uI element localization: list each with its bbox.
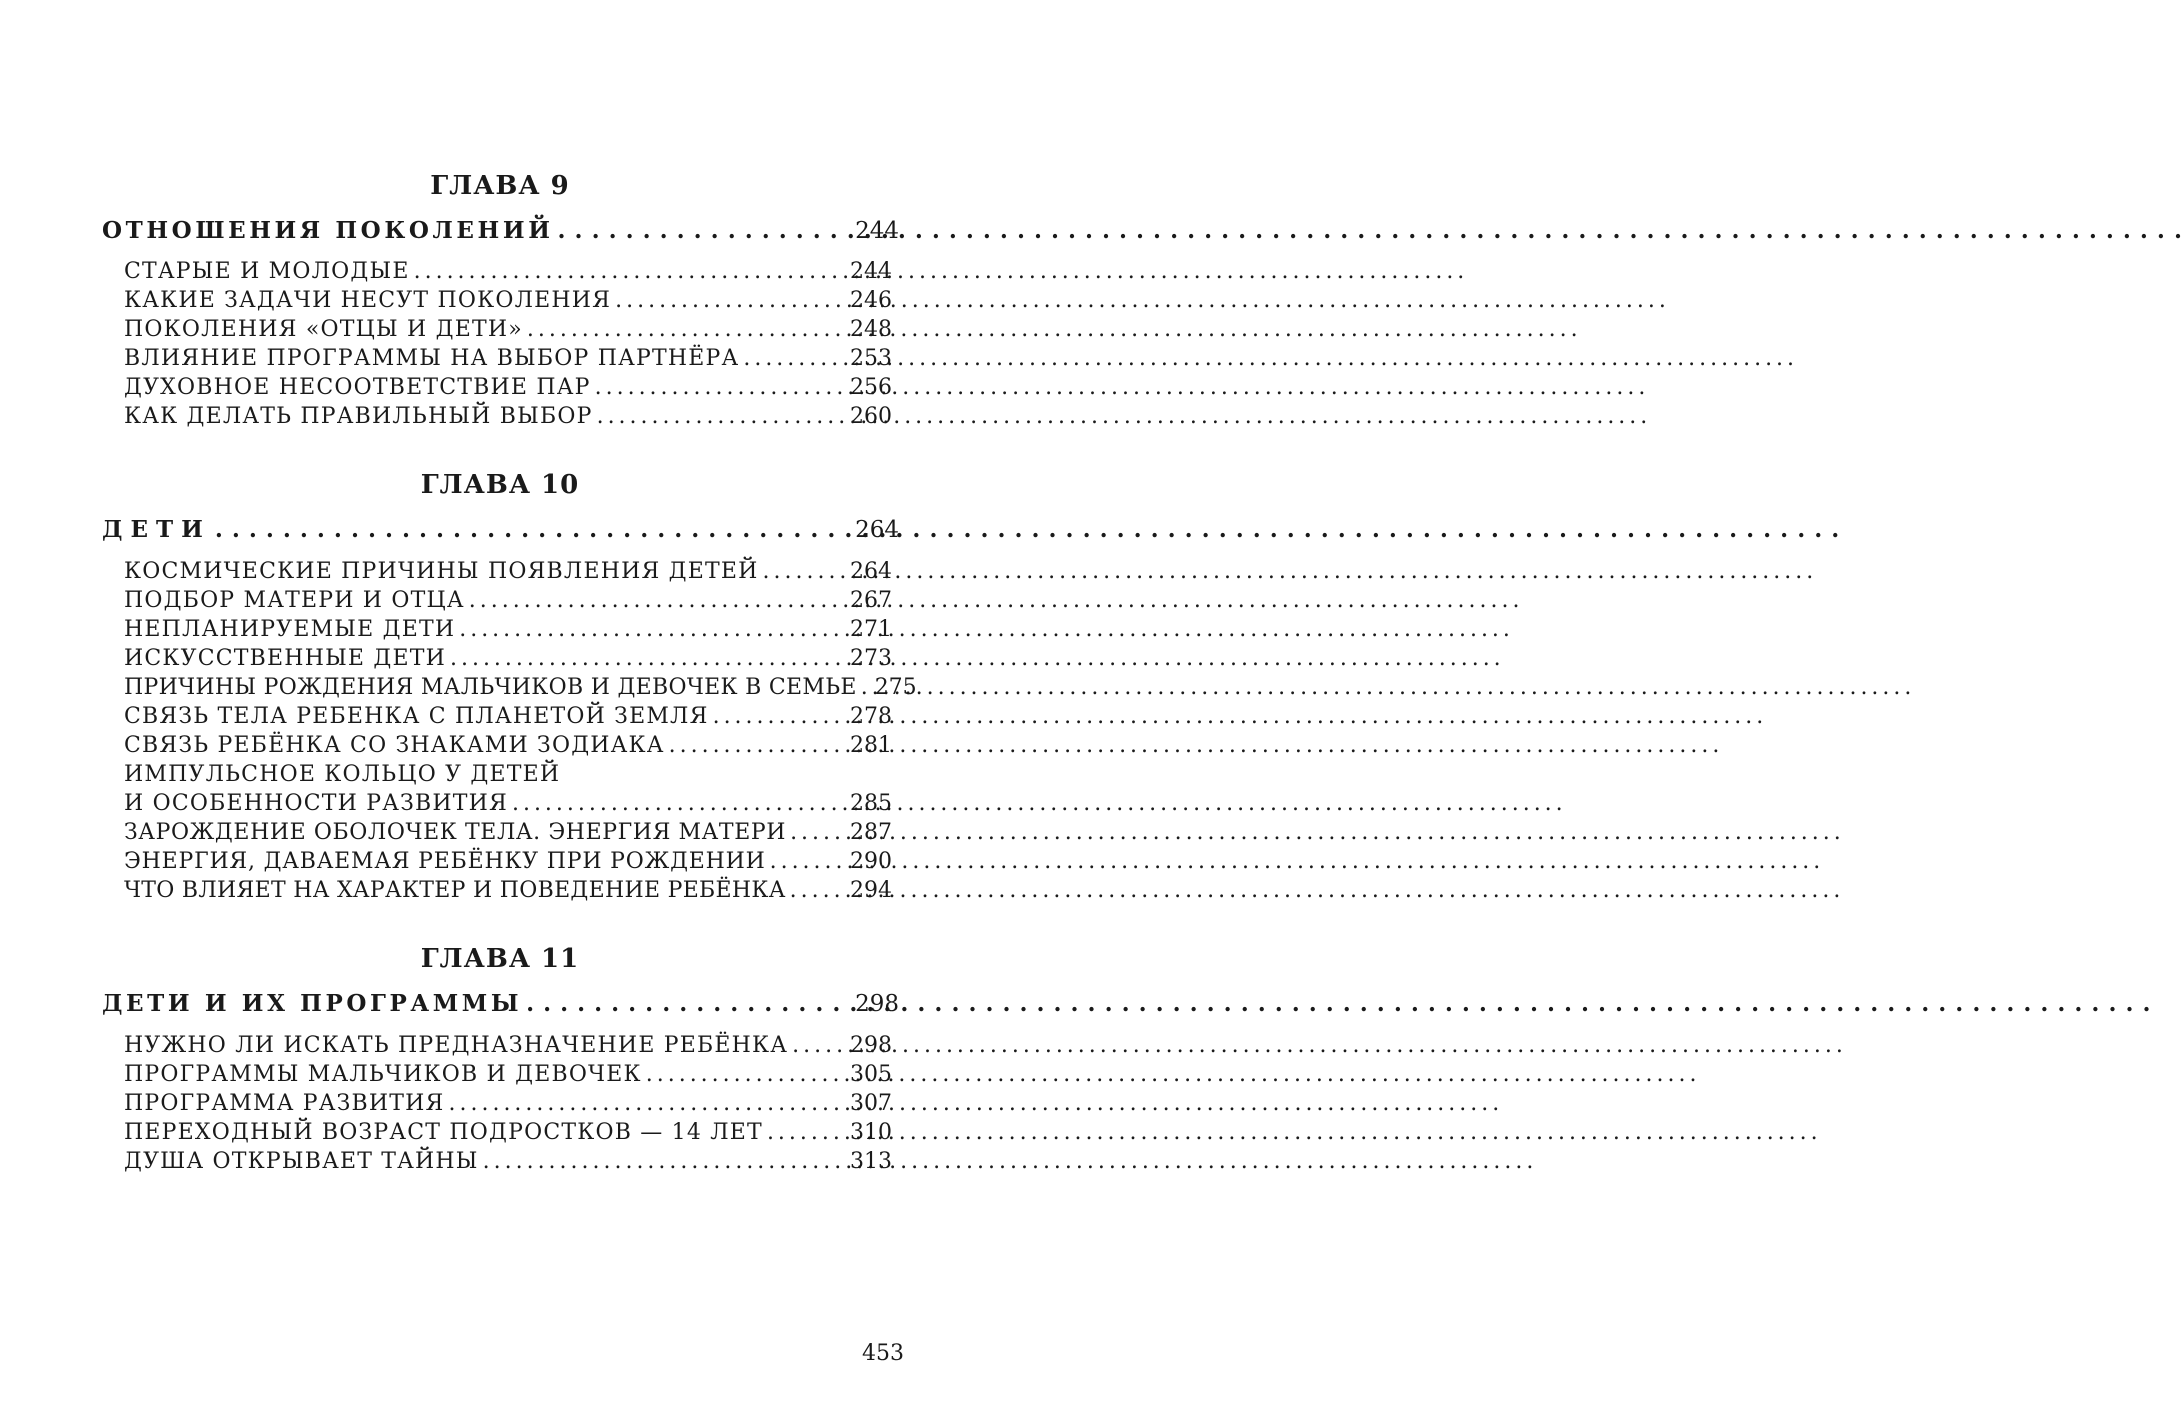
toc-section[interactable]: [102, 989, 899, 1019]
dot-leader: [770, 847, 846, 876]
toc-entry-title: СВЯЗЬ ТЕЛА РЕБЕНКА С ПЛАНЕТОЙ ЗЕМЛЯ: [124, 704, 709, 729]
toc-entry-page: 305: [850, 1062, 892, 1087]
toc-entry[interactable]: [124, 315, 892, 344]
dot-leader: [646, 1060, 846, 1089]
dot-leader: [449, 1089, 846, 1118]
toc-entry-title: ВЛИЯНИЕ ПРОГРАММЫ НА ВЫБОР ПАРТНЁРА: [124, 346, 740, 371]
toc-section-page: 244: [855, 218, 899, 244]
toc-entry[interactable]: [124, 847, 892, 876]
dot-leader: [861, 673, 871, 702]
toc-entry[interactable]: [124, 644, 892, 673]
toc-entry-page: 271: [850, 617, 892, 642]
dot-leader: [215, 515, 851, 545]
toc-entry-page: 267: [850, 588, 892, 613]
dot-leader: [469, 586, 846, 615]
toc-section[interactable]: [102, 515, 899, 545]
toc-entry[interactable]: [124, 1147, 892, 1176]
chapter-heading: ГЛАВА 11: [420, 944, 580, 974]
toc-section-title: ДЕТИ: [102, 516, 211, 543]
dot-leader: [512, 789, 846, 818]
toc-entry-page: 307: [850, 1091, 892, 1116]
toc-entry[interactable]: [124, 344, 892, 373]
toc-entry[interactable]: [124, 789, 892, 818]
chapter-heading: ГЛАВА 10: [420, 470, 580, 500]
toc-entry-title: КОСМИЧЕСКИЕ ПРИЧИНЫ ПОЯВЛЕНИЯ ДЕТЕЙ: [124, 559, 759, 584]
dot-leader: [763, 557, 846, 586]
toc-entry-page: 273: [850, 646, 892, 671]
toc-entry-page: 248: [850, 317, 892, 342]
toc-entry[interactable]: [124, 1118, 892, 1147]
toc-entry-title-line1: ИМПУЛЬСНОЕ КОЛЬЦО У ДЕТЕЙ: [124, 762, 561, 787]
toc-entry-page: 281: [850, 733, 892, 758]
toc-entry-title: ИСКУССТВЕННЫЕ ДЕТИ: [124, 646, 446, 671]
toc-entry-title: СВЯЗЬ РЕБЁНКА СО ЗНАКАМИ ЗОДИАКА: [124, 733, 665, 758]
dot-leader: [767, 1118, 846, 1147]
toc-entry-page: 260: [850, 404, 892, 429]
toc-entry-title: ДУХОВНОЕ НЕСООТВЕТСТВИЕ ПАР: [124, 375, 591, 400]
toc-entry[interactable]: [124, 818, 892, 847]
toc-entry-title: ПРОГРАММЫ МАЛЬЧИКОВ И ДЕВОЧЕК: [124, 1062, 642, 1087]
dot-leader: [615, 286, 846, 315]
toc-entry-page: 253: [850, 346, 892, 371]
chapter-heading: ГЛАВА 9: [430, 171, 570, 201]
toc-entry[interactable]: [124, 1031, 892, 1060]
toc-entry[interactable]: [124, 402, 892, 431]
toc-entry-page: 290: [850, 849, 892, 874]
toc-entry-title: ПОКОЛЕНИЯ «ОТЦЫ И ДЕТИ»: [124, 317, 523, 342]
dot-leader: [790, 876, 846, 905]
toc-entry-title: ЭНЕРГИЯ, ДАВАЕМАЯ РЕБЁНКУ ПРИ РОЖДЕНИИ: [124, 849, 766, 874]
toc-entry-title: КАК ДЕЛАТЬ ПРАВИЛЬНЫЙ ВЫБОР: [124, 404, 593, 429]
dot-leader: [483, 1147, 846, 1176]
toc-entry[interactable]: [124, 702, 892, 731]
toc-entry[interactable]: [124, 286, 892, 315]
toc-section-page: 298: [855, 991, 899, 1017]
toc-entry[interactable]: [124, 876, 892, 905]
toc-entry-page: 313: [850, 1149, 892, 1174]
dot-leader: [526, 989, 851, 1019]
toc-entry-page: 294: [850, 878, 892, 903]
toc-entry-page: 244: [850, 259, 892, 284]
toc-entry[interactable]: [124, 615, 892, 644]
dot-leader: [459, 615, 846, 644]
toc-entry[interactable]: [124, 1089, 892, 1118]
toc-entry-title: КАКИЕ ЗАДАЧИ НЕСУТ ПОКОЛЕНИЯ: [124, 288, 612, 313]
toc-entry[interactable]: [124, 673, 917, 702]
toc-entry-page: 287: [850, 820, 892, 845]
toc-entry[interactable]: [124, 373, 892, 402]
toc-entry[interactable]: [124, 257, 892, 286]
toc-entry-page: 275: [874, 675, 917, 700]
toc-entry-page: 285: [850, 791, 892, 816]
toc-entry[interactable]: [124, 1060, 892, 1089]
toc-entry-title: И ОСОБЕННОСТИ РАЗВИТИЯ: [124, 791, 508, 816]
toc-entry-title: ДУША ОТКРЫВАЕТ ТАЙНЫ: [124, 1149, 479, 1174]
toc-section-title: ОТНОШЕНИЯ ПОКОЛЕНИЙ: [102, 217, 554, 244]
dot-leader: [527, 315, 846, 344]
toc-entry-title: НЕПЛАНИРУЕМЫЕ ДЕТИ: [124, 617, 456, 642]
dot-leader: [792, 1031, 846, 1060]
dot-leader: [790, 818, 846, 847]
toc-entry-title: ЗАРОЖДЕНИЕ ОБОЛОЧЕК ТЕЛА. ЭНЕРГИЯ МАТЕРИ: [124, 820, 787, 845]
toc-entry-title: СТАРЫЕ И МОЛОДЫЕ: [124, 259, 410, 284]
toc-entry-page: 256: [850, 375, 892, 400]
toc-entry-title: ПРОГРАММА РАЗВИТИЯ: [124, 1091, 445, 1116]
toc-entry-first-line[interactable]: [124, 760, 892, 789]
toc-section[interactable]: [102, 216, 899, 246]
toc-entry-title: ПРИЧИНЫ РОЖДЕНИЯ МАЛЬЧИКОВ И ДЕВОЧЕК В СЕМЬЕ: [124, 675, 857, 700]
toc-entry-title: НУЖНО ЛИ ИСКАТЬ ПРЕДНАЗНАЧЕНИЕ РЕБЁНКА: [124, 1033, 789, 1058]
dot-leader: [669, 731, 846, 760]
dot-leader: [743, 344, 846, 373]
toc-entry-title: ЧТО ВЛИЯЕТ НА ХАРАКТЕР И ПОВЕДЕНИЕ РЕБЁНКА: [124, 878, 786, 903]
toc-entry[interactable]: [124, 731, 892, 760]
toc-entry[interactable]: [124, 586, 892, 615]
toc-section-title: ДЕТИ И ИХ ПРОГРАММЫ: [102, 990, 523, 1017]
dot-leader: [450, 644, 846, 673]
toc-entry-page: 278: [850, 704, 892, 729]
dot-leader: [597, 402, 846, 431]
toc-entry-page: 246: [850, 288, 892, 313]
toc-entry-page: 298: [850, 1033, 892, 1058]
dot-leader: [595, 373, 846, 402]
toc-entry-page: 310: [850, 1120, 892, 1145]
dot-leader: [713, 702, 846, 731]
toc-entry[interactable]: [124, 557, 892, 586]
page-number: 453: [862, 1341, 904, 1366]
toc-entry-page: 264: [850, 559, 892, 584]
dot-leader: [558, 216, 852, 246]
toc-section-page: 264: [855, 517, 899, 543]
dot-leader: [414, 257, 846, 286]
toc-entry-title: ПОДБОР МАТЕРИ И ОТЦА: [124, 588, 465, 613]
toc-entry-title: ПЕРЕХОДНЫЙ ВОЗРАСТ ПОДРОСТКОВ — 14 ЛЕТ: [124, 1120, 763, 1145]
